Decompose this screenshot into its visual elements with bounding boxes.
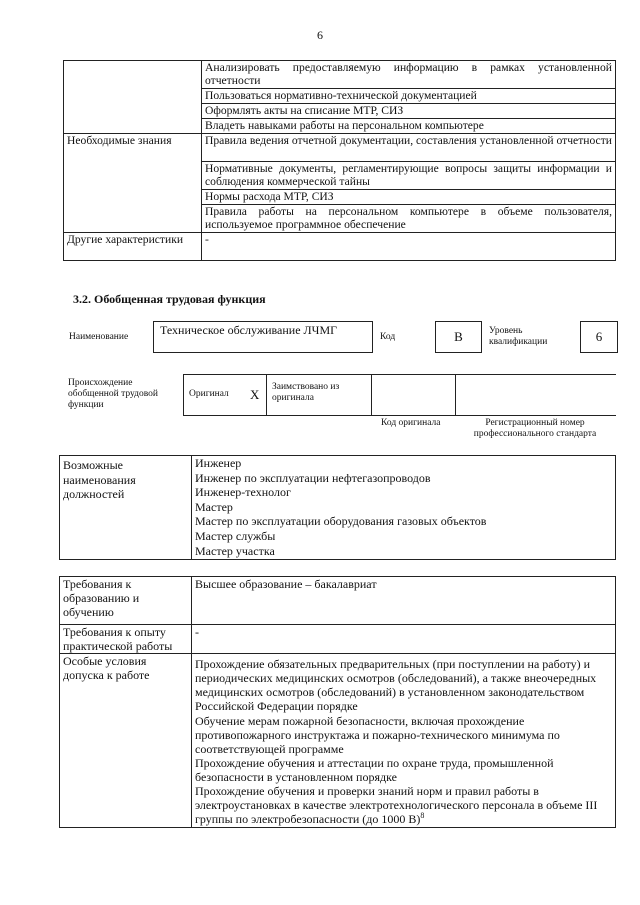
level-value: 6 bbox=[580, 321, 618, 353]
requirements-table bbox=[59, 576, 616, 828]
education-value: Высшее образование – бакалавриат bbox=[192, 577, 616, 625]
table-row bbox=[64, 233, 616, 261]
row-label: Другие характеристики bbox=[64, 233, 202, 261]
condition-text: Прохождение обучения и проверки знаний норм и правил работы в электроустановках в качестве электротехнологического персонала в объеме III группы по электробезопасности (до 1000 В) bbox=[195, 784, 598, 827]
list-item: Инженер bbox=[195, 456, 242, 470]
list-item: Мастер участка bbox=[195, 543, 275, 558]
table-row bbox=[64, 61, 616, 89]
positions-table bbox=[59, 455, 616, 560]
divider bbox=[371, 375, 372, 415]
reg-number-caption: Регистрационный номер профессионального стандарта bbox=[473, 418, 597, 439]
table-cell: Правила ведения отчетной документации, составления установленной отчетности bbox=[202, 134, 616, 162]
table-cell: Оформлять акты на списание МТР, СИЗ bbox=[202, 104, 616, 119]
list-item bbox=[195, 784, 612, 826]
code-value: B bbox=[435, 321, 482, 353]
code-label: Код bbox=[380, 332, 396, 342]
origin-table bbox=[183, 374, 616, 416]
name-label: Наименование bbox=[69, 332, 129, 342]
list-item: Мастер bbox=[195, 499, 233, 514]
table-cell: Нормы расхода МТР, СИЗ bbox=[202, 190, 616, 205]
education-label: Требования к образованию и обучению bbox=[60, 577, 192, 625]
name-value: Техническое обслуживание ЛЧМГ bbox=[160, 323, 338, 337]
positions-label: Возможные наименования должностей bbox=[60, 456, 192, 560]
table-row bbox=[64, 134, 616, 162]
table-row bbox=[60, 625, 616, 654]
skills-knowledge-table bbox=[63, 60, 616, 261]
footnote-mark: 8 bbox=[420, 811, 425, 821]
table-cell: Пользоваться нормативно-технической документацией bbox=[202, 89, 616, 104]
table-cell: Правила работы на персональном компьютере в объеме пользователя, используемое программное обеспечение bbox=[202, 205, 616, 233]
experience-value: - bbox=[192, 625, 616, 654]
list-item: Инженер по эксплуатации нефтегазопроводов bbox=[195, 470, 431, 485]
name-field bbox=[153, 321, 373, 353]
level-label: Уровень квалификации bbox=[489, 326, 548, 347]
list-item: Инженер-технолог bbox=[195, 485, 291, 500]
original-label: Оригинал bbox=[189, 389, 229, 399]
table-row bbox=[60, 577, 616, 625]
list-item: Обучение мерам пожарной безопасности, включая прохождение противопожарного инструктажа и пожарно-технического минимума по соответствующей программе bbox=[195, 713, 560, 756]
list-item: Прохождение обучения и аттестации по охране труда, промышленной безопасности в установленном порядке bbox=[195, 755, 554, 784]
table-cell: Владеть навыками работы на персональном компьютере bbox=[202, 119, 616, 134]
section-title: 3.2. Обобщенная трудовая функция bbox=[73, 292, 266, 306]
origin-code-caption: Код оригинала bbox=[381, 418, 441, 428]
row-label bbox=[64, 61, 202, 134]
row-label: Необходимые знания bbox=[64, 134, 202, 233]
origin-label: Происхождение обобщенной трудовой функции bbox=[68, 378, 158, 410]
experience-label: Требования к опыту практической работы bbox=[60, 625, 192, 654]
list-item: Мастер по эксплуатации оборудования газовых объектов bbox=[195, 514, 487, 529]
positions-list bbox=[192, 456, 616, 560]
table-cell: Нормативные документы, регламентирующие вопросы защиты информации и соблюдения коммерческой тайны bbox=[202, 162, 616, 190]
original-mark: X bbox=[250, 387, 260, 402]
table-cell: - bbox=[202, 233, 616, 261]
conditions-label: Особые условия допуска к работе bbox=[60, 654, 192, 828]
borrowed-label: Заимствовано из оригинала bbox=[272, 382, 340, 403]
conditions-list bbox=[192, 654, 616, 828]
page-number: 6 bbox=[317, 28, 323, 42]
table-row bbox=[60, 654, 616, 828]
divider bbox=[455, 375, 456, 415]
list-item: Мастер службы bbox=[195, 528, 276, 543]
divider bbox=[266, 375, 267, 415]
list-item: Прохождение обязательных предварительных (при поступлении на работу) и периодических медицинских осмотров (обследований), а также внеочередных медицинских осмотров (обследований) в установленном законодательством Российской Федерации порядке bbox=[195, 657, 597, 714]
table-row bbox=[60, 456, 616, 560]
table-cell: Анализировать предоставляемую информацию в рамках установленной отчетности bbox=[202, 61, 616, 89]
